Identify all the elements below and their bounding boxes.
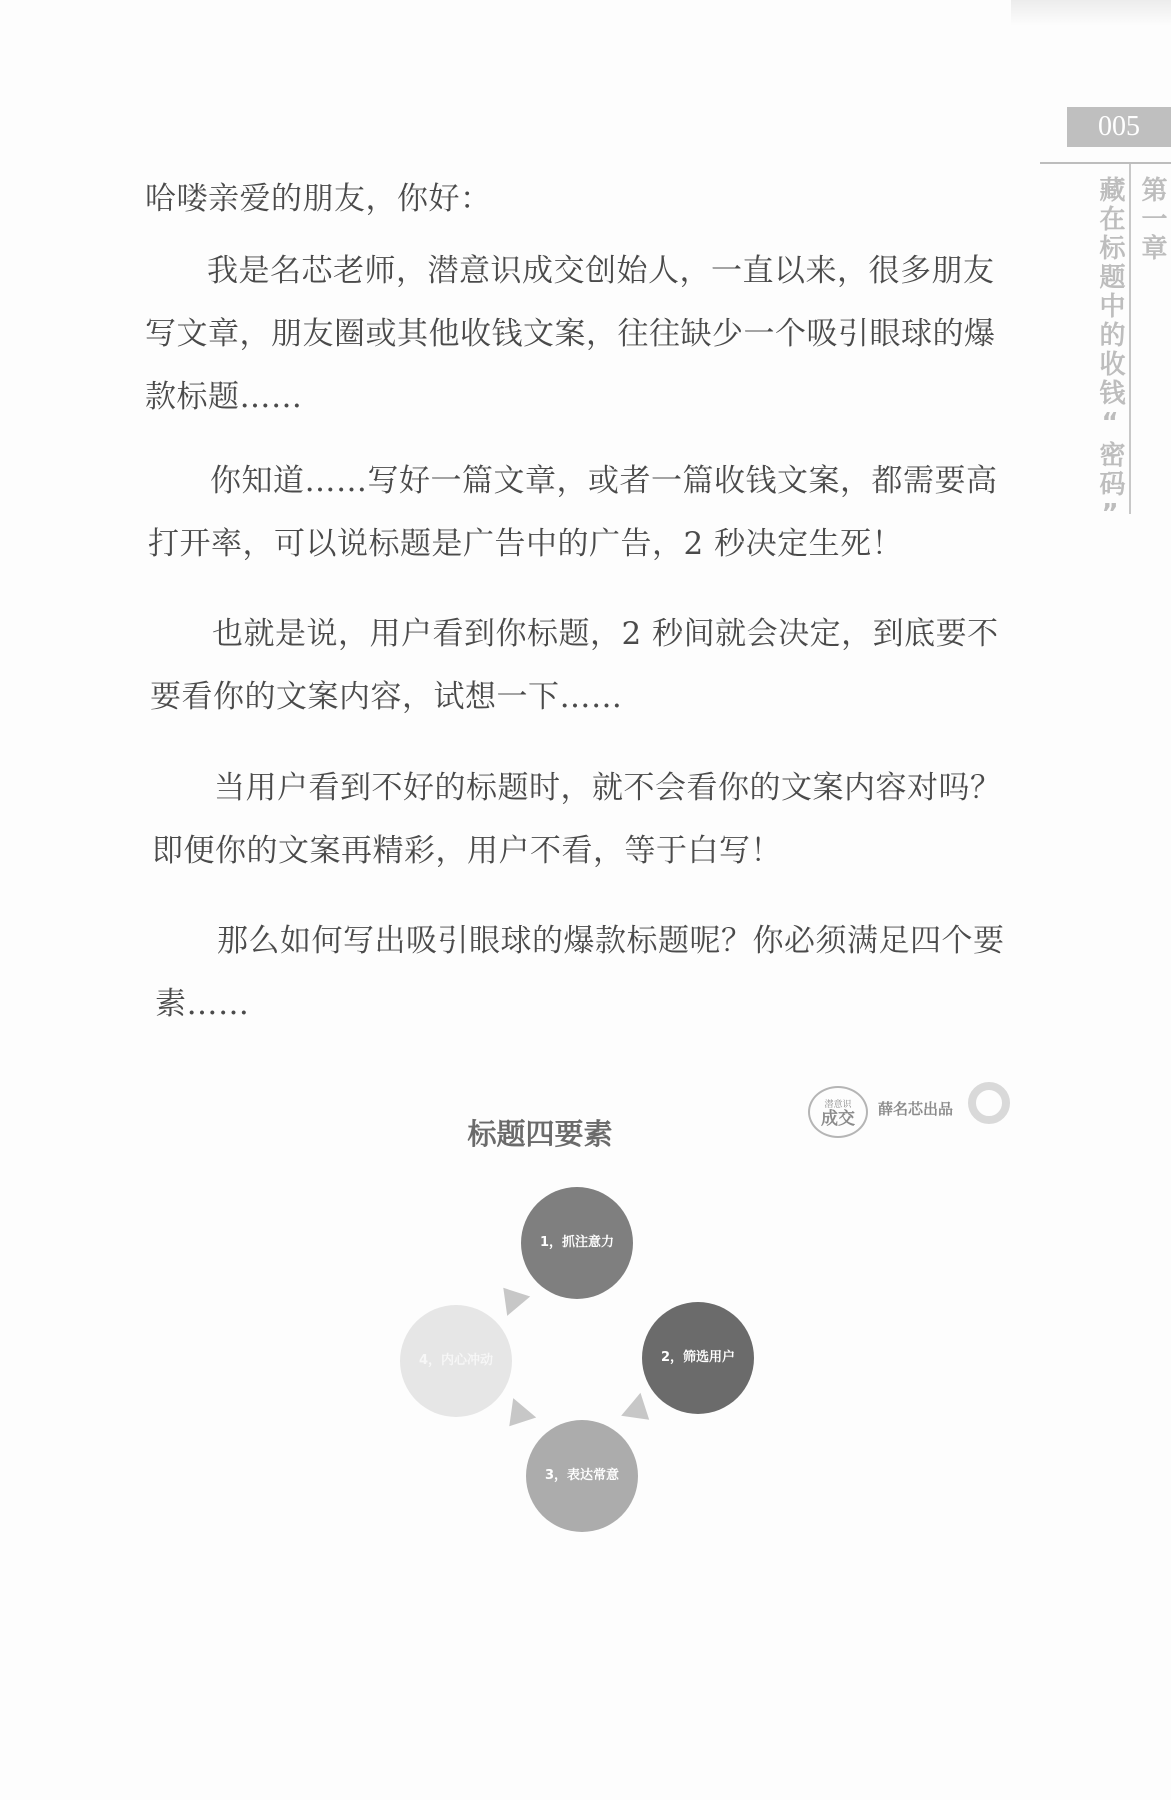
page-edge-shadow	[1011, 0, 1171, 26]
element-node-attention: 1，抓注意力	[521, 1187, 633, 1299]
element-node-inner-impulse: 4，内心冲动	[400, 1305, 512, 1417]
logo-small-text: 潜意识	[824, 1100, 852, 1110]
cycle-arrow-icon	[498, 1398, 536, 1436]
chapter-title: 藏在标题中的收钱“密码”	[1095, 176, 1125, 532]
figure-title: 标题四要素	[467, 1117, 613, 1151]
cycle-arrow-icon	[621, 1393, 659, 1431]
chapter-label: 第一章	[1137, 176, 1167, 263]
intro-paragraph: 我是名芯老师，潜意识成交创始人，一直以来，很多朋友写文章，朋友圈或其他收钱文案，往往缺少一个吸引眼球的爆款标题……	[145, 253, 996, 415]
two-seconds-paragraph: 也就是说，用户看到你标题，2 秒间就会决定，到底要不要看你的文案内容，试想一下……	[150, 616, 999, 715]
open-rate-paragraph: 你知道……写好一篇文章，或者一篇收钱文案，都需要高打开率，可以说标题是广告中的广告，2 秒决定生死！	[148, 463, 998, 562]
page-number: 005	[1098, 111, 1140, 142]
ring-decoration	[968, 1082, 1010, 1124]
brand-logo	[808, 1086, 868, 1138]
margin-divider	[1129, 164, 1131, 514]
four-elements-paragraph: 那么如何写出吸引眼球的爆款标题呢？你必须满足四个要素……	[155, 923, 1005, 1022]
element-node-express-meaning: 3，表达常意	[526, 1420, 638, 1532]
greeting-paragraph: 哈喽亲爱的朋友，你好：	[145, 181, 492, 217]
credit-label: 薛名芯出品	[878, 1100, 954, 1118]
bad-title-paragraph: 当用户看到不好的标题时，就不会看你的文案内容对吗？即便你的文案再精彩，用户不看，等于白写！	[152, 770, 1002, 869]
header-rule	[1040, 162, 1171, 164]
element-node-filter-users: 2，筛选用户	[642, 1302, 754, 1414]
logo-main-text: 成交	[821, 1109, 855, 1129]
cycle-arrow-icon	[492, 1278, 530, 1316]
